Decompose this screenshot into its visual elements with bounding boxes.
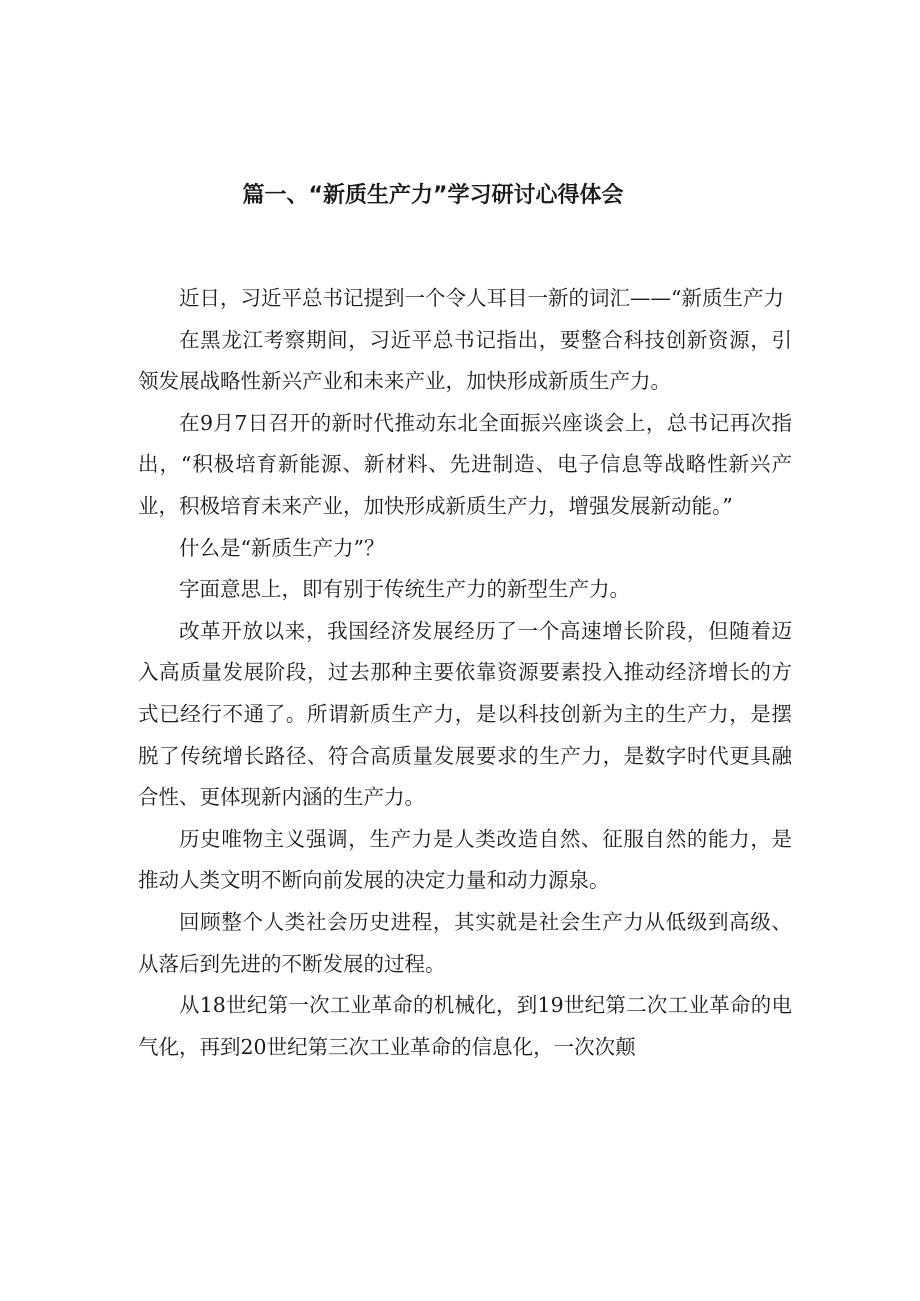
paragraph: 历史唯物主义强调，生产力是人类改造自然、征服自然的能力，是推动人类文明不断向前发展的决定力量和动力源泉。 — [138, 826, 792, 893]
paragraph: 改革开放以来，我国经济发展经历了一个高速增长阶段，但随着迈入高质量发展阶段，过去那种主要依靠资源要素投入推动经济增长的方式已经行不通了。所谓新质生产力，是以科技创新为主的生产力，是摆脱了传统增长路径、符合高质量发展要求的生产力，是数字时代更具融合性、更体现新内涵的生产力。 — [138, 618, 792, 810]
paragraph: 字面意思上，即有别于传统生产力的新型生产力。 — [179, 577, 630, 602]
paragraph: 近日，习近平总书记提到一个令人耳目一新的词汇——“新质生产力 — [179, 286, 784, 310]
paragraph: 从18世纪第一次工业革命的机械化，到19世纪第二次工业革命的电气化，再到20世纪第三次工业革命的信息化，一次次颠 — [138, 993, 792, 1059]
document-title: 篇一、“新质生产力”学习研讨心得体会 — [242, 183, 624, 208]
paragraph: 回顾整个人类社会历史进程，其实就是社会生产力从低级到高级、从落后到先进的不断发展的过程。 — [138, 909, 792, 976]
paragraph: 什么是“新质生产力”？ — [179, 535, 385, 560]
paragraph: 在9月7日召开的新时代推动东北全面振兴座谈会上，总书记再次指出，“积极培育新能源、新材料、先进制造、电子信息等战略性新兴产业，积极培育未来产业，加快形成新质生产力，增强发展新动能。” — [138, 410, 792, 518]
document-body — [138, 278, 792, 1068]
paragraph: 在黑龙江考察期间，习近平总书记指出，要整合科技创新资源，引领发展战略性新兴产业和未来产业，加快形成新质生产力。 — [138, 327, 792, 394]
